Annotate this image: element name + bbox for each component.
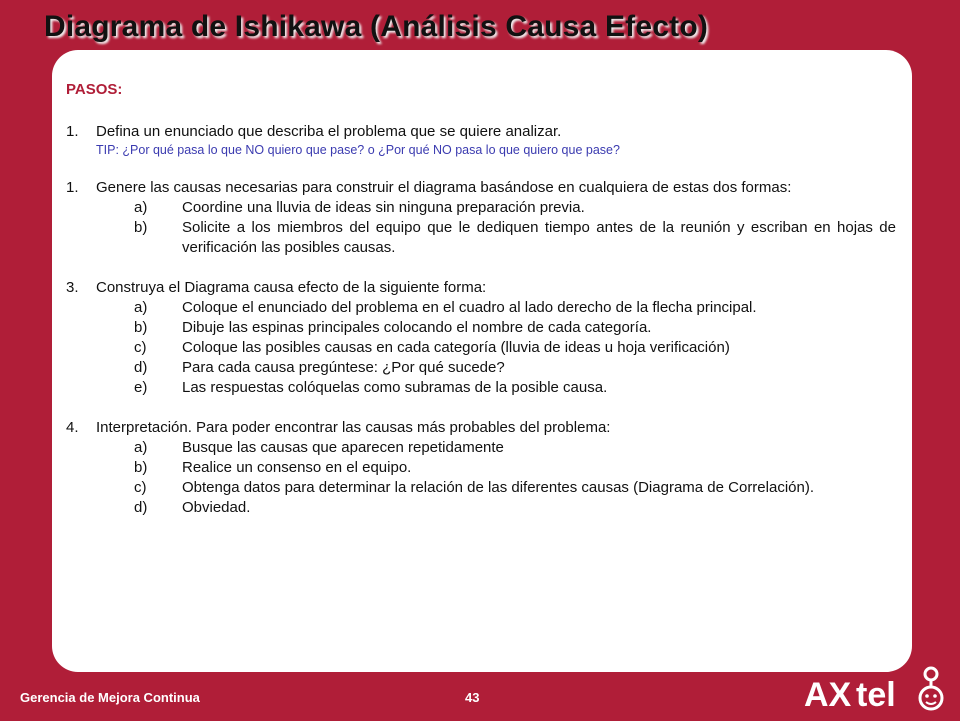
substep-letter: c) xyxy=(134,479,147,496)
substep-text: Coloque las posibles causas en cada categoría (lluvia de ideas u hoja verificación) xyxy=(182,339,730,356)
substep xyxy=(134,438,896,458)
substep xyxy=(134,498,896,518)
step-number: 3. xyxy=(66,279,79,296)
step-text: Construya el Diagrama causa efecto de la siguiente forma: xyxy=(96,279,487,296)
step-text: Interpretación. Para poder encontrar las causas más probables del problema: xyxy=(96,419,611,436)
content-panel xyxy=(52,50,912,672)
step-number: 4. xyxy=(66,419,79,436)
step-4 xyxy=(66,418,896,438)
substep xyxy=(134,218,896,258)
steps-content xyxy=(66,80,896,518)
substep-text: Dibuje las espinas principales colocando el nombre de cada categoría. xyxy=(182,319,652,336)
svg-text:AX: AX xyxy=(804,676,852,714)
substep xyxy=(134,338,896,358)
substep-letter: b) xyxy=(134,319,148,336)
substep xyxy=(134,478,896,498)
substep-letter: d) xyxy=(134,499,148,516)
slide-title: Diagrama de Ishikawa (Análisis Causa Efecto) xyxy=(44,10,709,43)
step-tip: TIP: ¿Por qué pasa lo que NO quiero que pase? o ¿Por qué NO pasa lo que quiero que pase? xyxy=(96,143,620,157)
substep xyxy=(134,378,896,398)
substep-letter: c) xyxy=(134,339,147,356)
step-number: 1. xyxy=(66,123,79,140)
substep-text: Coloque el enunciado del problema en el cuadro al lado derecho de la flecha principal. xyxy=(182,299,757,316)
substep-text: Busque las causas que aparecen repetidamente xyxy=(182,439,504,456)
substep xyxy=(134,458,896,478)
step-2 xyxy=(66,178,896,198)
step-text: Defina un enunciado que describa el problema que se quiere analizar. xyxy=(96,123,562,140)
substep xyxy=(134,318,896,338)
substep-letter: a) xyxy=(134,199,148,216)
step-number: 1. xyxy=(66,179,79,196)
substep-text: Realice un consenso en el equipo. xyxy=(182,459,412,476)
substep-text: Coordine una lluvia de ideas sin ninguna preparación previa. xyxy=(182,199,585,216)
substep-letter: b) xyxy=(134,219,148,236)
substep xyxy=(134,198,896,218)
substep-text: Obtenga datos para determinar la relación de las diferentes causas (Diagrama de Correlación). xyxy=(182,479,814,496)
step-3 xyxy=(66,278,896,298)
step-1 xyxy=(66,122,896,142)
substep-text: Obviedad. xyxy=(182,499,251,516)
substep-text: Para cada causa pregúntese: ¿Por qué sucede? xyxy=(182,359,505,376)
footer-department: Gerencia de Mejora Continua xyxy=(20,690,200,705)
substep-letter: e) xyxy=(134,379,148,396)
substep-letter: d) xyxy=(134,359,148,376)
step-text: Genere las causas necesarias para construir el diagrama basándose en cualquiera de estas dos formas: xyxy=(96,179,792,196)
pasos-heading: PASOS: xyxy=(66,81,123,98)
substep-text: Solicite a los miembros del equipo que le dediquen tiempo antes de la reunión y escriban en hojas de verificación las posibles causas. xyxy=(182,219,896,256)
substep xyxy=(134,358,896,378)
substep-letter: a) xyxy=(134,439,148,456)
axtel-logo xyxy=(800,664,950,721)
substep-letter: b) xyxy=(134,459,148,476)
svg-text:tel: tel xyxy=(856,676,896,714)
substep xyxy=(134,298,896,318)
page-number: 43 xyxy=(465,690,480,705)
substep-text: Las respuestas colóquelas como subramas de la posible causa. xyxy=(182,379,608,396)
substep-letter: a) xyxy=(134,299,148,316)
